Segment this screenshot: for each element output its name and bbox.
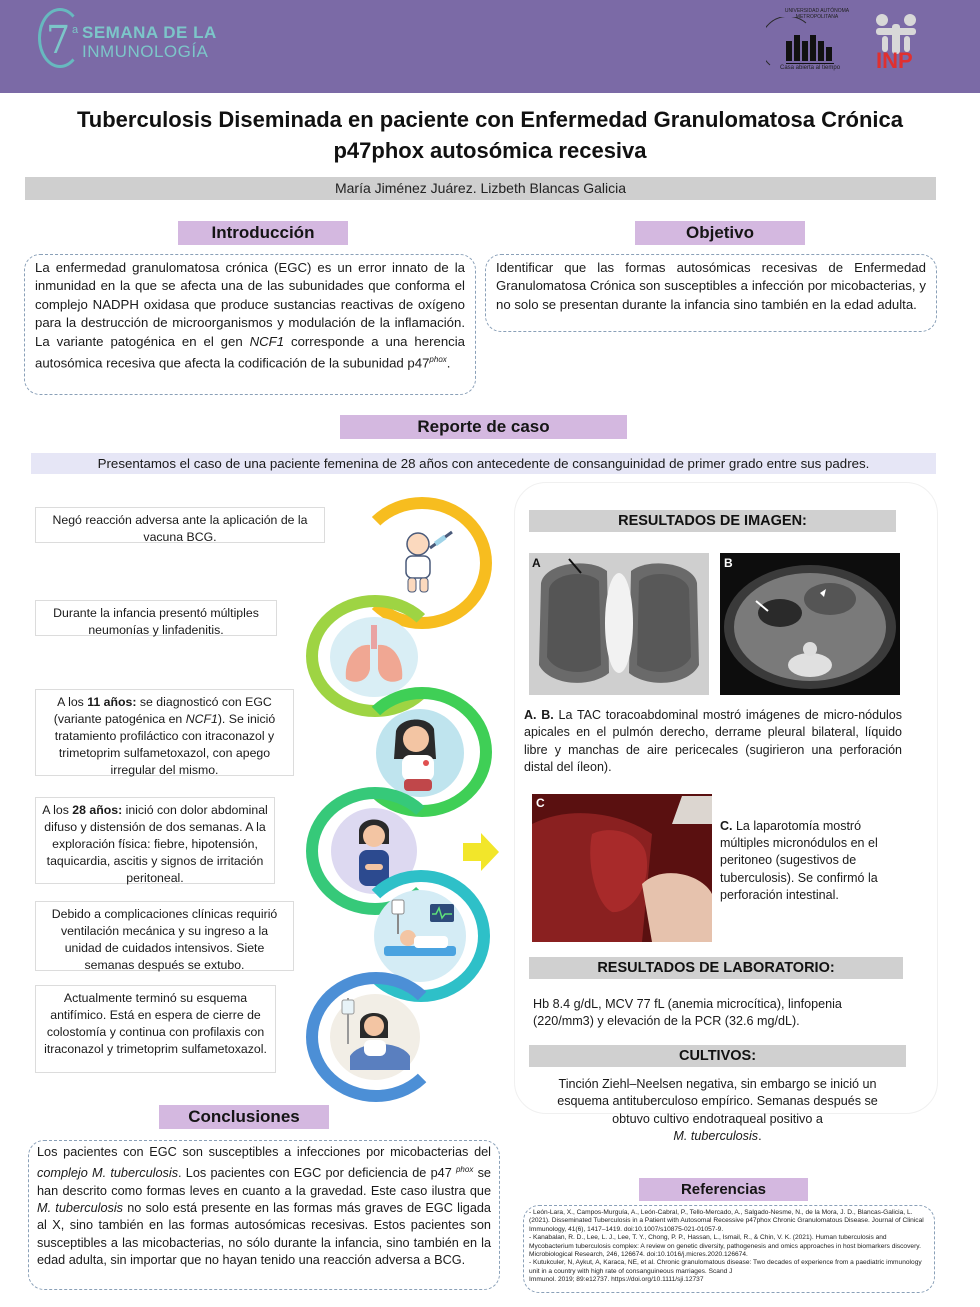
timeline-pre: A los [57, 695, 88, 709]
authors-bar: María Jiménez Juárez. Lizbeth Blancas Galicia [25, 177, 936, 200]
event-logo-line2: INMUNOLOGÍA [82, 42, 209, 61]
cultures-text-block [545, 1076, 890, 1146]
timeline-item-28-years [35, 797, 275, 884]
poster-title: Tuberculosis Diseminada en paciente con Enfermedad Granulomatosa Crónica p47phox autosómica recesiva [76, 107, 904, 163]
cultures-text: Tinción Ziehl–Neelsen negativa, sin embargo se inició un esquema antituberculoso empírico. Semanas después se obtuvo cultivo endotraqueal positivo a [557, 1077, 878, 1126]
cultures-organism: M. tuberculosis [673, 1129, 759, 1144]
timeline-text: Debido a complicaciones clínicas requirió ventilación mecánica y su ingreso a la unidad de cuidados intensivos. Siete semanas después se extubo. [51, 907, 278, 972]
conclusions-heading: Conclusiones [159, 1105, 329, 1129]
intro-text-c: . [446, 355, 451, 371]
objective-heading: Objetivo [635, 221, 805, 245]
image-label-b: B [724, 556, 733, 570]
image-label-c: C [536, 796, 545, 810]
arrow-right-icon [463, 833, 499, 871]
conclusions-i2: M. tuberculosis [37, 1201, 124, 1216]
recovery-patient-icon [330, 994, 420, 1080]
event-logo-number: 7 [46, 18, 71, 62]
conclusions-t4: no solo está presente en las formas más graves de EGC ligada al X, sino también en las formas autosómicas recesivas. Estos pacientes son susceptibles a las micobacterias, no sólo durante la infancia, sino también en la edad adulta, sin importar que no hayan tenido una reacción adversa a BCG. [37, 1201, 491, 1268]
timeline-pre: A los [42, 803, 73, 817]
caption-ab-label: A. B. [524, 708, 554, 722]
timeline-gene: NCF1 [185, 712, 218, 726]
ct-chest-image [529, 553, 709, 695]
conclusions-t1: Los pacientes con EGC son susceptibles a infecciones por micobacterias del [37, 1145, 491, 1159]
timeline-item-childhood [35, 600, 277, 636]
inp-wordmark: INP [876, 48, 913, 73]
imaging-heading: RESULTADOS DE IMAGEN: [529, 510, 896, 532]
reference-item: - Kanabalan, R. D., Lee, L. J., Lee, T. Y., Chong, P. P., Hassan, L., Ismail, R., & Chin, V. K. (2021). Human tuberculosis and Mycobacterium tuberculosis complex: A review on genetic diversity, pathogenesis and omics approaches in host biomarkers discovery. Microbiological Research, 246, 126674. doi:10.1016/j.micres.2020.126674. [529, 1234, 921, 1259]
conclusions-t3: se han descrito como formas leves en cuanto a la gravedad. Este caso ilustra que [37, 1166, 491, 1198]
lungs-icon [330, 617, 418, 697]
timeline-text: Actualmente terminó su esquema antifímico. Está en espera de cierre de colostomía y continua con profilaxis con itraconazol y trimetoprim sulfametoxazol. [44, 991, 267, 1056]
conclusions-i1: complejo M. tuberculosis [37, 1166, 179, 1181]
timeline-bold: 11 años: [87, 695, 137, 709]
intro-text-b: corresponde a una herencia autosómica recesiva que afecta la codificación de la subunidad p47 [35, 333, 466, 371]
imaging-caption-ab [524, 707, 902, 777]
reference-item: Immunol. 2019; 89:e12737. https://doi.org/10.1111/sji.12737 [529, 1276, 704, 1284]
imaging-caption-c [720, 818, 904, 904]
timeline-b: ). Se inició tratamiento profiláctico con itraconazol y trimetoprim sulfametoxazol, con apego irregular del mismo. [54, 712, 276, 777]
caption-c-text: La laparotomía mostró múltiples micronódulos en el peritoneo (sugestivos de tuberculosis). Se confirmó la perforación intestinal. [720, 819, 878, 902]
uam-tagline: Casa abierta al tiempo [780, 65, 841, 71]
timeline-item-icu [35, 901, 294, 971]
objective-text: Identificar que las formas autosómicas recesivas de Enfermedad Granulomatosa Crónica son susceptibles a infección por micobacterias, y no solo se presentan durante la infancia sino también en la edad adulta. [496, 260, 926, 312]
icu-ventilation-icon [374, 890, 466, 982]
caption-c-label: C. [720, 819, 733, 833]
timeline-bold: 28 años: [72, 803, 123, 817]
image-label-a: A [532, 556, 541, 570]
cultures-end: . [758, 1129, 762, 1144]
baby-vaccine-icon [378, 522, 464, 604]
caption-ab-text: La TAC toracoabdominal mostró imágenes de micro-nódulos apicales en el pulmón derecho, derrame pleural bilateral, líquido libre y manchas de aire pericecales (sugirieron una perforación distal del íleon). [524, 708, 902, 775]
girl-patient-icon [376, 709, 464, 797]
timeline-a: inició con dolor abdominal difuso y distensión de dos semanas. A la exploración física: fiebre, hipotensión, taquicardia, ascitis y signos de irritación peritoneal. [44, 803, 268, 885]
timeline-text: Durante la infancia presentó múltiples neumonías y linfadenitis. [53, 606, 259, 637]
timeline-item-current [35, 985, 276, 1073]
lab-heading: RESULTADOS DE LABORATORIO: [529, 957, 903, 979]
case-intro-bar: Presentamos el caso de una paciente femenina de 28 años con antecedente de consanguinidad de primer grado entre sus padres. [31, 453, 936, 474]
event-logo-superscript: a [72, 24, 79, 36]
objective-box [485, 254, 937, 332]
reference-item: - Kutukculer, N, Aykut, A, Karaca, NE, et al. Chronic granulomatous disease: Two decades of experience from a paediatric immunology unit in a country with high rate of consanguineous marriages. Scand J [529, 1259, 922, 1275]
references-heading: Referencias [639, 1178, 808, 1201]
timeline-item-bcg [35, 507, 325, 543]
uam-name: UNIVERSIDAD AUTÓNOMA METROPOLITANA [784, 8, 850, 20]
timeline-text: Negó reacción adversa ante la aplicación de la vacuna BCG. [52, 513, 308, 544]
lab-text: Hb 8.4 g/dL, MCV 77 fL (anemia microcítica), linfopenia (220/mm3) y elevación de la PCR (32.6 mg/dL). [533, 997, 842, 1029]
intro-heading: Introducción [178, 221, 348, 245]
ct-abdomen-image [720, 553, 900, 695]
reference-item: - León-Lara, X., Campos-Murguía, A., León-Cabral, P., Tello-Mercado, A., Salgado-Nesme, N., de la Mora, J. D., Blancas-Galicia, L. (2021). Disseminated Tuberculosis in a Patient with Autosomal Recessive p47phox Chronic Granulomatous Disease. Journal of Clinical Immunology, 41(6), 1417–1419. doi:10.1007/s10875-021-01057-9. [529, 1209, 924, 1233]
intro-text-a: La enfermedad granulomatosa crónica (EGC) es un error innato de la inmunidad en la que se afecta una de las subunidades que conforma el complejo NADPH oxidasa que produce sustancias reactivas de oxígeno para la destrucción de microorganismos y modulación de la inflamación. La variante patogénica en el gen [35, 260, 465, 349]
timeline-item-11-years [35, 689, 294, 776]
timeline-a: se diagnosticó con EGC (variante patogénica en [53, 695, 272, 726]
intro-gene: NCF1 [249, 333, 285, 349]
references-box [523, 1205, 935, 1293]
case-heading: Reporte de caso [340, 415, 627, 439]
intro-box [24, 254, 476, 395]
conclusions-t2: . Los pacientes con EGC por deficiencia de p47 [178, 1166, 456, 1181]
event-logo-line1: SEMANA DE LA [82, 23, 217, 42]
conclusions-sup: phox [455, 1165, 474, 1175]
intro-sup: phox [429, 355, 447, 365]
conclusions-box [28, 1140, 500, 1290]
laparotomy-image [532, 794, 712, 942]
cultures-heading: CULTIVOS: [529, 1045, 906, 1067]
